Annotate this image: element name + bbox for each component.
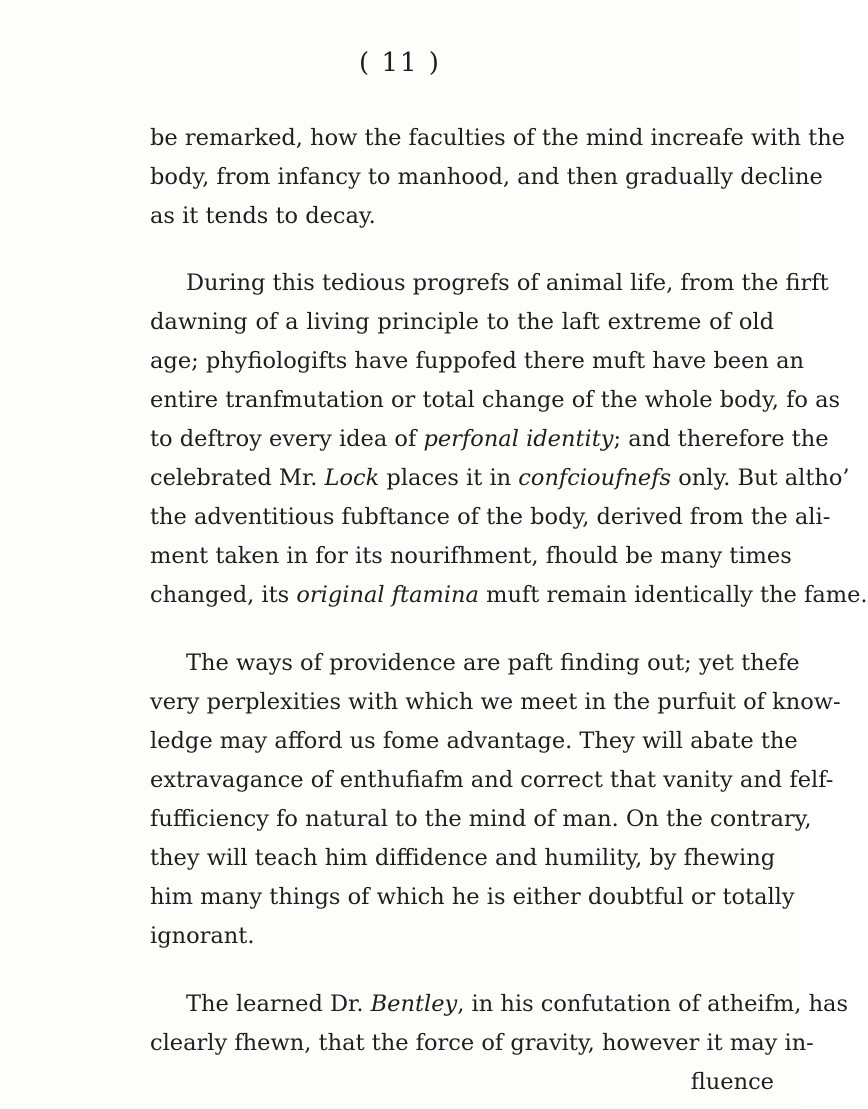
text-line <box>150 986 849 1022</box>
text-line: as it tends to decay. <box>150 203 376 229</box>
text-line: dawning of a living principle to the laft extreme of old <box>150 309 774 335</box>
page-number: ( 11 ) <box>359 48 441 78</box>
text-line: clearly fhewn, that the force of gravity, however it may in- <box>150 1030 814 1056</box>
text-segment: only. But altho’ <box>671 465 850 491</box>
text-segment: changed, its <box>150 582 297 608</box>
text-line: very perplexities with which we meet in the purfuit of know- <box>150 689 841 715</box>
italic-phrase: confcioufnefs <box>518 465 672 491</box>
italic-name: Bentley <box>370 991 458 1017</box>
text-segment: ; and therefore the <box>613 426 829 452</box>
text-line: they will teach him diffidence and humility, by fhewing <box>150 845 776 871</box>
italic-name: Lock <box>324 465 380 491</box>
text-line: age; phyfiologifts have fuppofed there muft have been an <box>150 348 804 374</box>
text-line: entire tranfmutation or total change of the whole body, fo as <box>150 387 841 413</box>
italic-phrase: perfonal identity <box>423 426 614 452</box>
text-line <box>150 577 868 613</box>
text-line: be remarked, how the faculties of the mind increafe with the <box>150 125 845 151</box>
text-line: body, from infancy to manhood, and then gradually decline <box>150 164 823 190</box>
text-line: ment taken in for its nourifhment, fhould be many times <box>150 543 792 569</box>
text-line: During this tedious progrefs of animal life, from the firft <box>186 270 829 296</box>
text-segment: The learned Dr. <box>186 991 371 1017</box>
text-line <box>150 460 850 496</box>
catchword: fluence <box>690 1069 774 1095</box>
text-segment: places it in <box>379 465 519 491</box>
text-line: extravagance of enthufiafm and correct that vanity and felf- <box>150 767 834 793</box>
text-line: fufficiency fo natural to the mind of man. On the contrary, <box>150 806 812 832</box>
text-segment: , in his confutation of atheifm, has <box>457 991 849 1017</box>
italic-phrase: original ftamina <box>296 582 479 608</box>
text-line: ledge may afford us fome advantage. They will abate the <box>150 728 798 754</box>
text-segment: celebrated Mr. <box>150 465 325 491</box>
text-line: the adventitious fubftance of the body, derived from the ali- <box>150 504 831 530</box>
text-line: him many things of which he is either doubtful or totally <box>150 884 795 910</box>
text-segment: muft remain identically the fame. <box>478 582 868 608</box>
text-segment: to deftroy every idea of <box>150 426 424 452</box>
text-line: ignorant. <box>150 923 255 949</box>
text-line: The ways of providence are paft finding out; yet thefe <box>186 650 800 676</box>
text-line <box>150 421 829 457</box>
